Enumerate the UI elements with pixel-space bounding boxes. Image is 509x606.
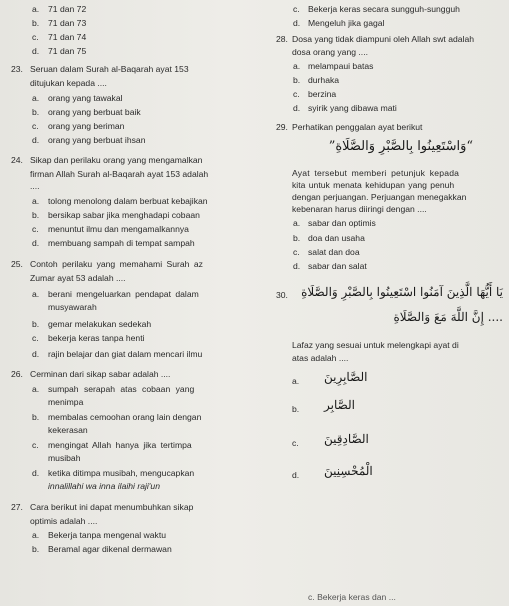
option-text: Bekerja keras secara sungguh-sungguh xyxy=(308,4,460,14)
question-text: Perhatikan penggalan ayat berikut xyxy=(292,122,423,132)
option-text: orang yang berbuat ihsan xyxy=(48,135,146,145)
option-letter: a. xyxy=(32,4,40,14)
question-text: Cerminan dari sikap sabar adalah .... xyxy=(30,369,171,379)
option-text: orang yang berbuat baik xyxy=(48,107,141,117)
option-letter: b. xyxy=(32,412,40,422)
option-letter: d. xyxy=(32,238,40,248)
option-letter: b. xyxy=(293,233,301,243)
option-letter: b. xyxy=(32,210,40,220)
arabic-verse: يَا أَيُّهَا الَّذِينَ آمَنُوا اسْتَعِينُوا بِالصَّبْرِ وَالصَّلَاةِ xyxy=(301,285,503,299)
option-letter: b. xyxy=(32,107,40,117)
option-text: sabar dan optimis xyxy=(308,218,376,228)
option-letter: c. xyxy=(293,89,300,99)
option-letter: a. xyxy=(32,530,40,540)
arabic-verse: .... إِنَّ اللَّهَ مَعَ وَالصَّلَاةِ xyxy=(393,310,503,324)
option-letter: a. xyxy=(32,384,40,394)
option-letter: d. xyxy=(32,135,40,145)
arabic-option: الْمُحْسِنِينَ xyxy=(324,464,373,478)
option-text: berani mengeluarkan pendapat dalam xyxy=(48,289,199,299)
question-text: Lafaz yang sesuai untuk melengkapi ayat di xyxy=(292,340,459,350)
option-letter: c. xyxy=(293,4,300,14)
option-letter: c. xyxy=(32,440,39,450)
question-text: firman Allah Surah al-Baqarah ayat 153 adalah xyxy=(30,169,209,179)
option-text: 71 dan 75 xyxy=(48,46,87,56)
question-number: 30. xyxy=(276,290,288,300)
option-letter: d. xyxy=(293,261,301,271)
question-text: kita untuk menata kehidupan yang penuh xyxy=(292,180,455,190)
question-text: ditujukan kepada .... xyxy=(30,78,107,88)
option-text: membalas cemoohan orang lain dengan xyxy=(48,412,202,422)
option-text: mengingat Allah hanya jika tertimpa xyxy=(48,440,192,450)
question-text: kebenaran harus diiringi dengan .... xyxy=(292,204,427,214)
option-letter: d. xyxy=(293,18,301,28)
arabic-option: الصَّابِرِينَ xyxy=(324,370,368,384)
option-letter: a. xyxy=(32,93,40,103)
option-letter: a. xyxy=(32,196,40,206)
option-text: Beramal agar dikenal dermawan xyxy=(48,544,172,554)
option-text: 71 dan 74 xyxy=(48,32,87,42)
option-text: menimpa xyxy=(48,397,84,407)
option-letter: c. xyxy=(32,333,39,343)
option-letter: b. xyxy=(32,18,40,28)
option-text: berzina xyxy=(308,89,337,99)
question-number: 27. xyxy=(11,502,23,512)
footer-partial-text: c. Bekerja keras dan ... xyxy=(308,592,396,602)
question-text: Cara berikut ini dapat menumbuhkan sikap xyxy=(30,502,194,512)
question-text: Ayat tersebut memberi petunjuk kepada xyxy=(292,168,460,178)
option-letter: b. xyxy=(293,75,301,85)
option-text: tolong menolong dalam berbuat kebajikan xyxy=(48,196,208,206)
question-text: Zumar ayat 53 adalah .... xyxy=(30,273,126,283)
option-text: 71 dan 72 xyxy=(48,4,87,14)
option-text: bekerja keras tanpa henti xyxy=(48,333,145,343)
arabic-verse: “وَاسْتَعِينُوا بِالصَّبْرِ وَالصَّلَاةِ” xyxy=(328,139,473,154)
question-number: 25. xyxy=(11,259,23,269)
question-number: 24. xyxy=(11,155,23,165)
option-letter: c. xyxy=(32,224,39,234)
option-letter: c. xyxy=(293,247,300,257)
option-text: ketika ditimpa musibah, mengucapkan xyxy=(48,468,195,478)
option-text: sumpah serapah atas cobaan yang xyxy=(48,384,195,394)
option-text: rajin belajar dan giat dalam mencari ilmu xyxy=(48,349,203,359)
option-text: melampaui batas xyxy=(308,61,374,71)
option-text: kekerasan xyxy=(48,425,88,435)
question-text: Sikap dan perilaku orang yang mengamalkan xyxy=(30,155,203,165)
question-text: Contoh perilaku yang memahami Surah az xyxy=(30,259,203,269)
question-number: 26. xyxy=(11,369,23,379)
option-text: durhaka xyxy=(308,75,340,85)
arabic-option: الصَّابِر xyxy=(324,398,356,412)
question-text: .... xyxy=(30,181,40,191)
option-text: syirik yang dibawa mati xyxy=(308,103,397,113)
option-letter: d. xyxy=(32,349,40,359)
option-letter: c. xyxy=(32,121,39,131)
option-text: innalillahi wa inna ilaihi raji'un xyxy=(48,481,160,491)
option-text: menuntut ilmu dan mengamalkannya xyxy=(48,224,189,234)
option-letter: c. xyxy=(32,32,39,42)
option-letter: d. xyxy=(292,470,300,480)
option-text: doa dan usaha xyxy=(308,233,365,243)
option-letter: b. xyxy=(32,319,40,329)
question-number: 28. xyxy=(276,34,288,44)
option-text: orang yang tawakal xyxy=(48,93,123,103)
option-letter: d. xyxy=(293,103,301,113)
question-text: atas adalah .... xyxy=(292,353,349,363)
question-text: dosa orang yang .... xyxy=(292,47,368,57)
question-text: optimis adalah .... xyxy=(30,516,98,526)
option-letter: b. xyxy=(292,404,300,414)
option-text: gemar melakukan sedekah xyxy=(48,319,152,329)
option-text: musibah xyxy=(48,453,81,463)
option-text: salat dan doa xyxy=(308,247,360,257)
option-letter: a. xyxy=(32,289,40,299)
question-text: Dosa yang tidak diampuni oleh Allah swt adalah xyxy=(292,34,475,44)
question-text: dengan perjuangan. Perjuangan menegakkan xyxy=(292,192,467,202)
question-text: Seruan dalam Surah al-Baqarah ayat 153 xyxy=(30,64,189,74)
option-text: 71 dan 73 xyxy=(48,18,87,28)
option-text: sabar dan salat xyxy=(308,261,367,271)
option-letter: a. xyxy=(293,61,301,71)
option-text: orang yang beriman xyxy=(48,121,125,131)
option-text: Bekerja tanpa mengenal waktu xyxy=(48,530,167,540)
option-text: musyawarah xyxy=(48,302,97,312)
question-number: 29. xyxy=(276,122,288,132)
option-letter: a. xyxy=(292,376,300,386)
option-letter: a. xyxy=(293,218,301,228)
arabic-option: الصَّادِقِينَ xyxy=(324,432,369,446)
option-text: membuang sampah di tempat sampah xyxy=(48,238,195,248)
option-letter: c. xyxy=(292,438,299,448)
question-number: 23. xyxy=(11,64,23,74)
option-text: Mengeluh jika gagal xyxy=(308,18,385,28)
option-letter: d. xyxy=(32,468,40,478)
option-letter: b. xyxy=(32,544,40,554)
option-text: bersikap sabar jika menghadapi cobaan xyxy=(48,210,200,220)
option-letter: d. xyxy=(32,46,40,56)
